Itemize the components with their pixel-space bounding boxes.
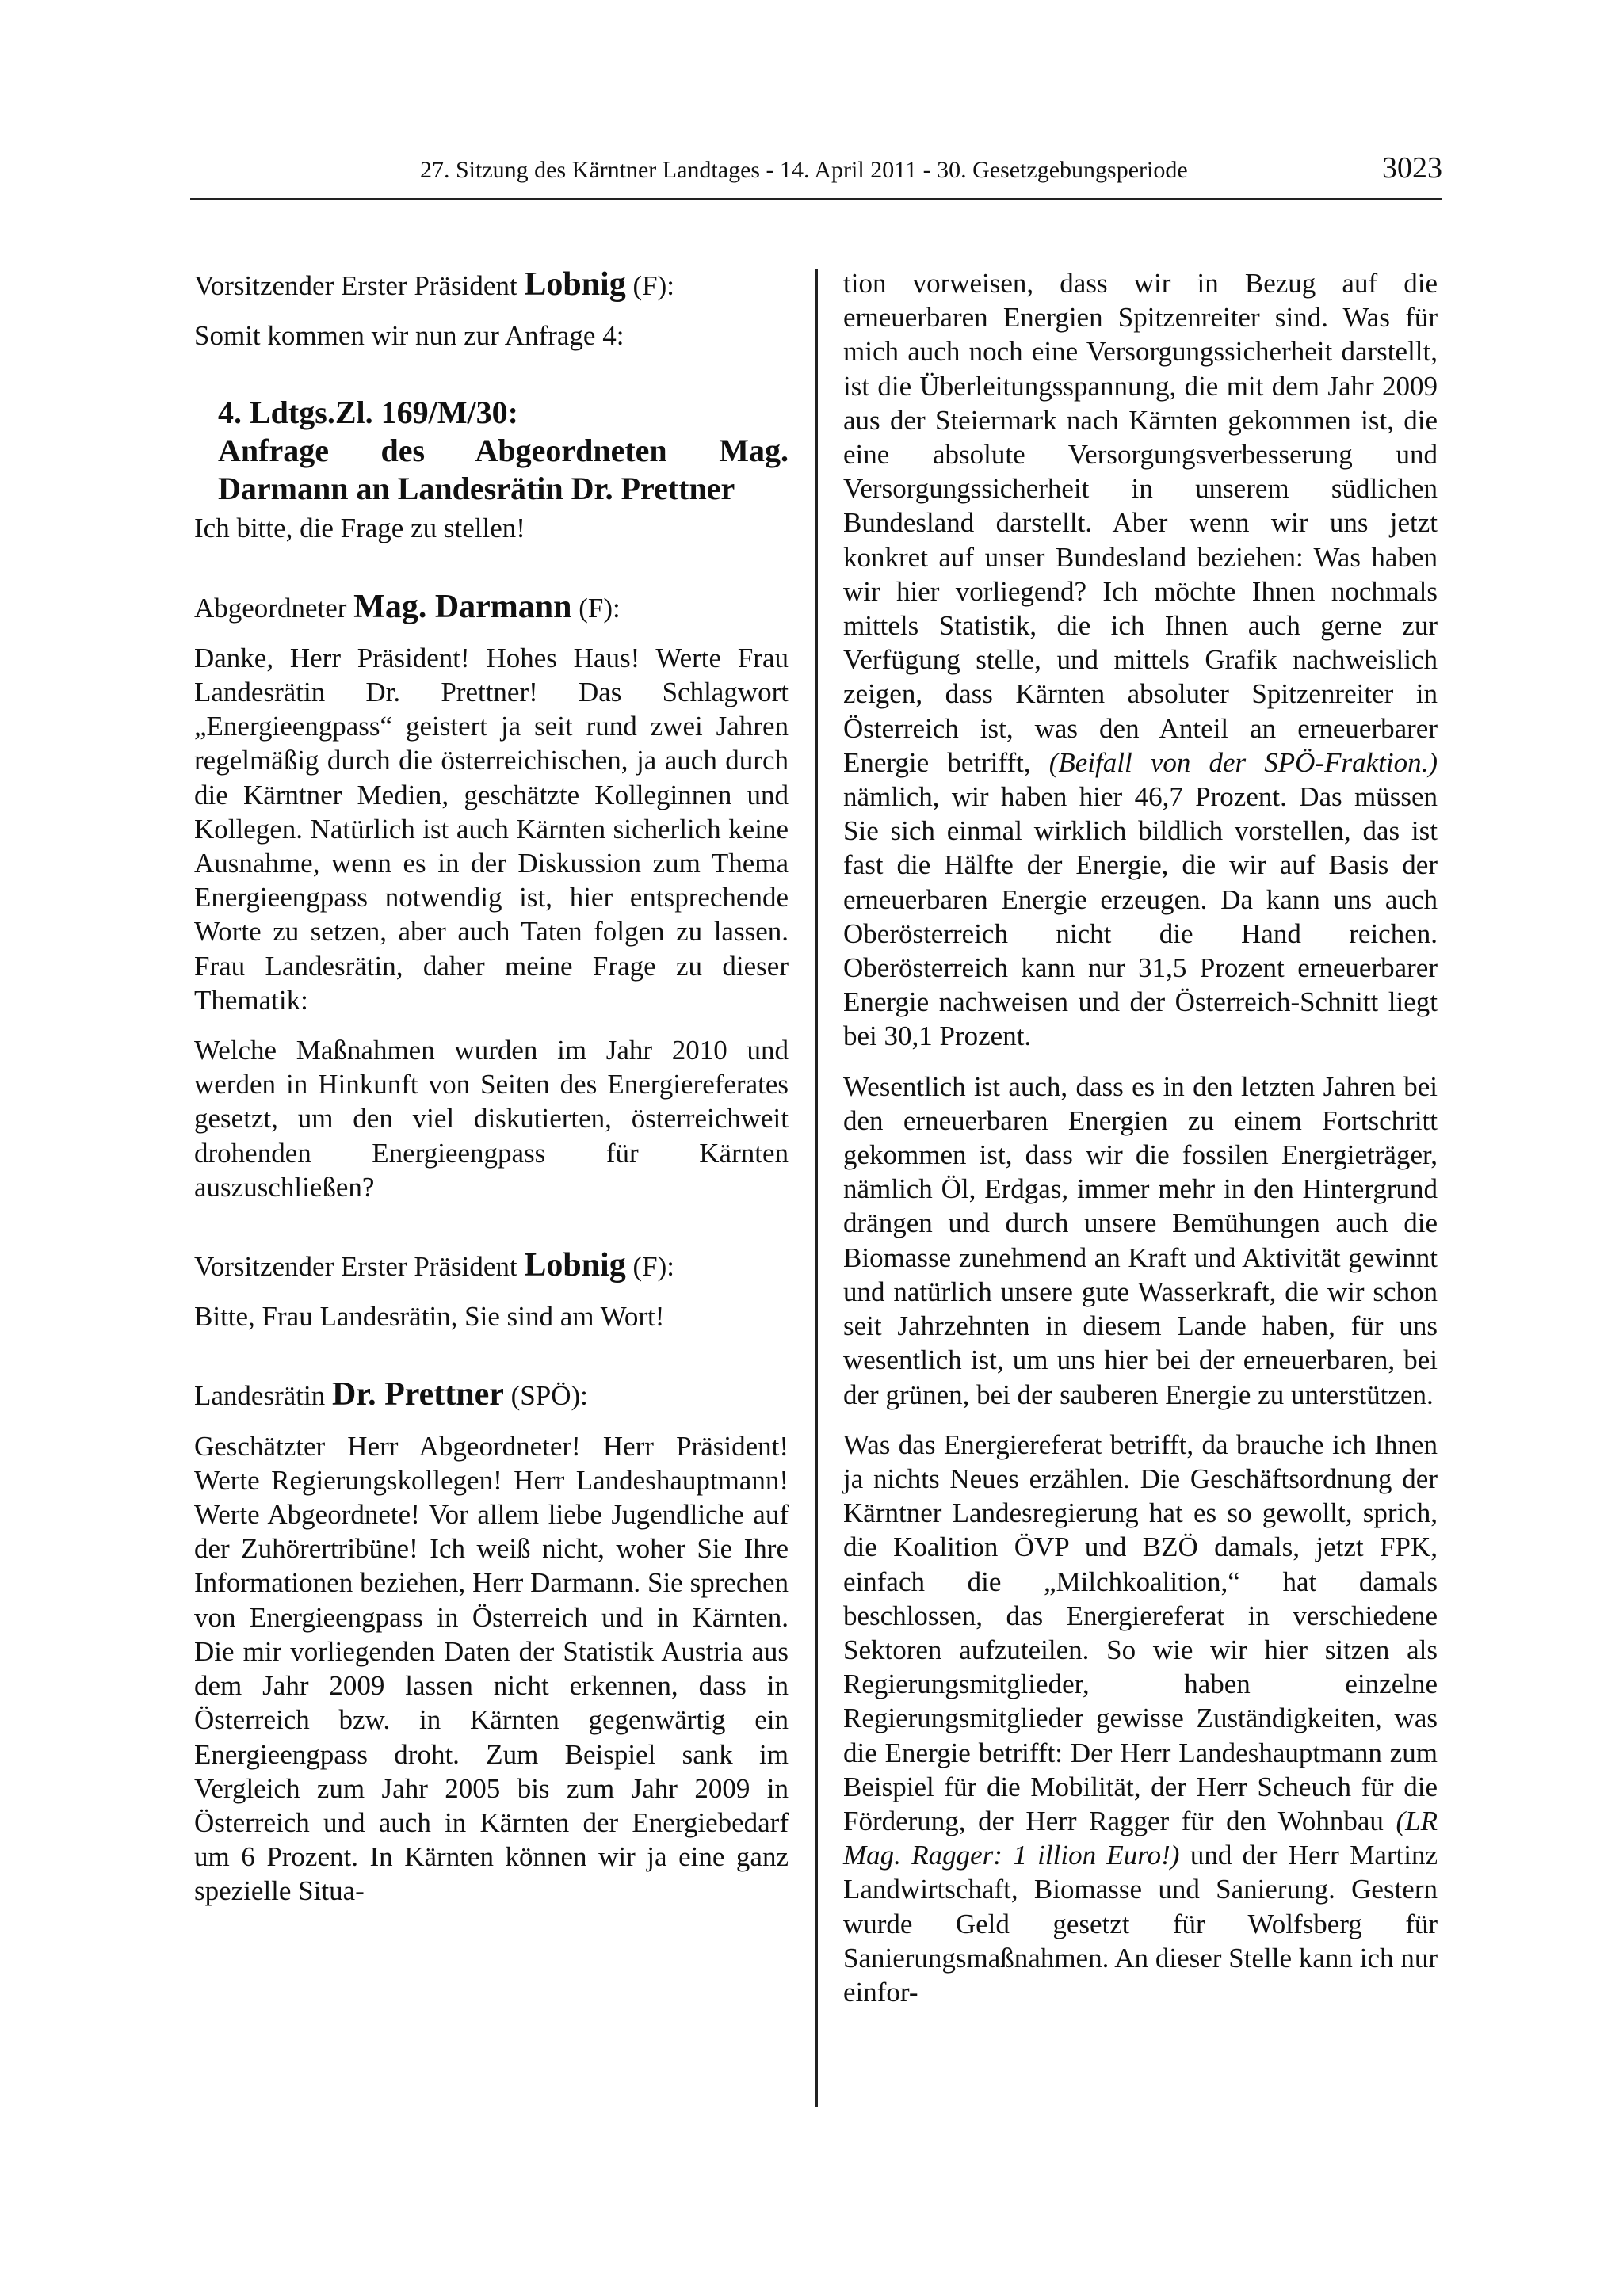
speaker-party: (F): (632, 270, 674, 301)
agenda-number: 4. Ldtgs.Zl. 169/M/30: (218, 395, 518, 431)
speaker-name: Lobnig (524, 1247, 626, 1284)
paragraph-text: Was das Energiereferat betrifft, da brauche ich Ihnen ja nichts Neues erzählen. Die Geschäftsordnung der Kärntner Landesregierung hat es so gewollt, sprich, die Koalition ÖVP und BZÖ damals, jetzt FPK, einfach die „Milchkoalition,“ hat damals beschlossen, das Energiereferat in verschiedene Sektoren aufzuteilen. So wie wir hier sitzen als Regierungsmitglieder, haben einzelne Regierungsmitglieder gewisse Zuständigkeiten, was die Energie betrifft: Der Herr Landeshauptmann zum Beispiel für die Mobilität, der Herr Scheuch für die Förderung, der Herr Ragger für den Wohnbau (843, 1428, 1438, 1836)
paragraph-text: nämlich, wir haben hier 46,7 Prozent. Das müssen Sie sich einmal wirklich bildlich vorstellen, das ist fast die Hälfte der Energie, die wir auf Basis der erneuerbaren Energie erzeugen. Da kann uns auch Oberösterreich nicht die Hand reichen. Oberösterreich kann nur 31,5 Prozent erneuerbarer Energie nachweisen und der Österreich-Schnitt liegt bei 30,1 Prozent. (843, 781, 1438, 1052)
speech-paragraph (843, 1428, 1438, 2009)
page-number: 3023 (1382, 151, 1442, 185)
interjection: (Beifall von der SPÖ-Fraktion.) (1048, 746, 1438, 778)
speaker-role: Landesrätin (194, 1380, 326, 1412)
speaker-party: (F): (579, 592, 621, 624)
speaker-role: Vorsitzender Erster Präsident (194, 1251, 517, 1283)
speech-paragraph: Danke, Herr Präsident! Hohes Haus! Werte Frau Landesrätin Dr. Prettner! Das Schlagwort „Energieengpass“ geistert ja seit rund zwei Jahren regelmäßig durch die österreichischen, ja auch durch die Kärntner Medien, geschätzte Kolleginnen und Kollegen. Natürlich ist auch Kärnten sicherlich keine Ausnahme, wenn es in der Diskussion zum Thema Energieengpass notwendig ist, hier entsprechende Worte zu setzen, aber auch Taten folgen zu lassen. Frau Landesrätin, daher meine Frage zu dieser Thematik: (194, 642, 789, 1016)
paragraph-text: tion vorweisen, dass wir in Bezug auf die erneuerbaren Energien Spitzenreiter sind. Was für mich auch noch eine Versorgungssicherheit darstellt, ist die Überleitungsspannung, die mit dem Jahr 2009 aus der Steiermark nach Kärnten gekommen ist, die eine absolute Versorgungsverbesserung und Versorgungssicherheit in unserem südlichen Bundesland darstellt. Aber wenn wir uns jetzt konkret auf unser Bundesland beziehen: Was haben wir hier vorliegend? Ich möchte Ihnen nochmals mittels Statistik, die ich Ihnen auch gerne zur Verfügung stelle, und mittels Grafik nachweislich zeigen, dass Kärnten absoluter Spitzenreiter in Österreich ist, was den Anteil an erneuerbarer Energie betrifft, (843, 268, 1438, 778)
speaker-heading (194, 268, 789, 303)
paragraph-text: und der Herr Martinz Landwirtschaft, Biomasse und Sanierung. Gestern wurde Geld gesetzt für Wolfsberg für Sanierungsmaßnahmen. An dieser Stelle kann ich nur einfor- (843, 1840, 1438, 2008)
speaker-name: Mag. Darmann (353, 588, 572, 625)
left-column (194, 268, 789, 1909)
right-column (843, 266, 1438, 2009)
header-title: 27. Sitzung des Kärntner Landtages - 14. April 2011 - 30. Gesetzgebungsperiode (420, 157, 1188, 183)
agenda-title: Anfrage des Abgeordneten Mag. Darmann an Landesrätin Dr. Prettner (218, 433, 789, 507)
speaker-party: (F): (632, 1251, 674, 1283)
speaker-name: Dr. Prettner (331, 1376, 504, 1413)
agenda-note: Ich bitte, die Frage zu stellen! (194, 513, 525, 544)
speech-paragraph: Geschätzter Herr Abgeordneter! Herr Präsident! Werte Regierungskollegen! Herr Landeshauptmann! Werte Abgeordnete! Vor allem liebe Jugendliche auf der Zuhörertribüne! Ich weiß nicht, woher Sie Ihre Informationen beziehen, Herr Darmann. Sie sprechen von Energieengpass in Österreich und in Kärnten. Die mir vorliegenden Daten der Statistik Austria aus dem Jahr 2009 lassen nicht erkennen, dass in Österreich bzw. in Kärnten gegenwärtig ein Energieengpass droht. Zum Beispiel sank im Vergleich zum Jahr 2005 bis zum Jahr 2009 in Österreich und auch in Kärnten der Energiebedarf um 6 Prozent. In Kärnten können wir ja eine ganz spezielle Situa- (194, 1430, 789, 1907)
speech-paragraph: Bitte, Frau Landesrätin, Sie sind am Wort! (194, 1301, 665, 1333)
speech-question: Welche Maßnahmen wurden im Jahr 2010 und werden in Hinkunft von Seiten des Energiereferates gesetzt, um den viel diskutierten, österreichweit drohenden Energieengpass für Kärnten auszuschließen? (194, 1035, 789, 1203)
speaker-party: (SPÖ): (510, 1380, 588, 1412)
speaker-heading (194, 1249, 789, 1283)
page-header (190, 151, 1442, 200)
speech-paragraph (843, 266, 1438, 1054)
interjection: (LR Mag. Ragger: 1 illion Euro!) (843, 1805, 1438, 1871)
agenda-item (218, 394, 789, 508)
speaker-heading (194, 590, 789, 625)
column-divider (815, 269, 818, 2107)
speaker-role: Abgeordneter (194, 592, 347, 624)
speech-paragraph: Wesentlich ist auch, dass es in den letzten Jahren bei den erneuerbaren Energien zu einem Fortschritt gekommen ist, dass wir die fossilen Energieträger, nämlich Öl, Erdgas, immer mehr in den Hintergrund drängen und durch unsere Bemühungen auch die Biomasse zunehmend an Kraft und Aktivität gewinnt und natürlich unsere gute Wasserkraft, die wir schon seit Jahrzehnten in diesem Lande haben, für uns wesentlich ist, um uns hier bei der erneuerbaren, bei der grünen, bei der sauberen Energie zu unterstützen. (843, 1070, 1438, 1410)
speech-paragraph: Somit kommen wir nun zur Anfrage 4: (194, 320, 624, 352)
speaker-role: Vorsitzender Erster Präsident (194, 270, 517, 301)
speaker-heading (194, 1378, 789, 1413)
speaker-name: Lobnig (524, 266, 626, 303)
